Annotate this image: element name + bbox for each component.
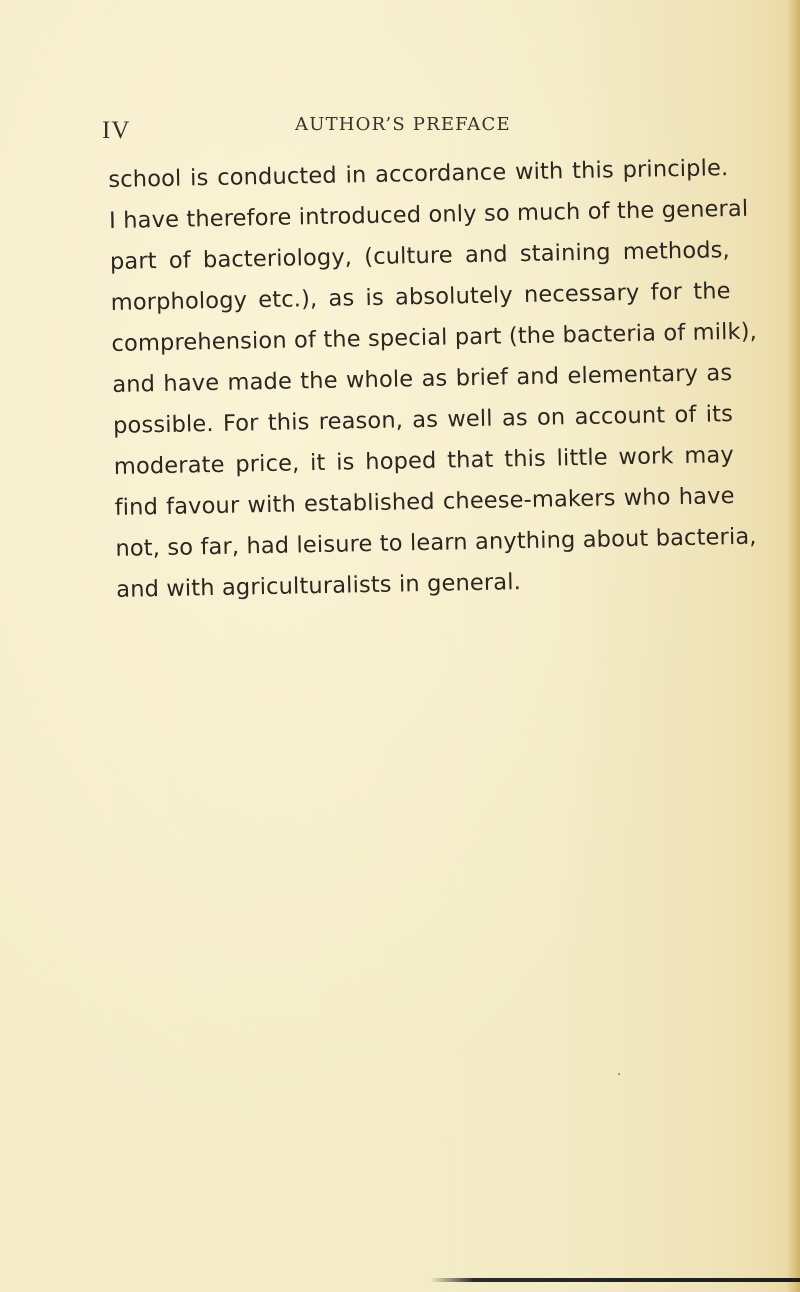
running-head: AUTHOR’S PREFACE	[295, 114, 511, 135]
page-edge-shadow	[786, 0, 800, 1292]
text-line: morphology etc.), as is absolutely necessary for the	[110, 278, 731, 316]
page-number: IV	[102, 117, 131, 144]
text-line: and with agriculturalists in general.	[116, 569, 522, 603]
text-line: and have made the whole as brief and elementary as	[112, 360, 733, 398]
text-line: moderate price, it is hoped that this little work may	[113, 442, 735, 480]
paper-speck	[618, 1073, 620, 1075]
text-line: part of bacteriology, (culture and staining methods,	[109, 237, 731, 275]
text-line: school is conducted in accordance with this principle.	[108, 155, 729, 193]
preface-paragraph	[108, 148, 758, 611]
text-line: find favour with established cheese-makers who have	[114, 483, 735, 521]
text-line: comprehension of the special part (the bacteria of milk),	[111, 318, 758, 357]
text-line: possible. For this reason, as well as on account of its	[112, 401, 734, 439]
text-line: not, so far, had leisure to learn anything about bacteria,	[115, 523, 757, 562]
scan-edge-rule	[430, 1278, 800, 1282]
text-line: I have therefore introduced only so much of the general	[108, 195, 749, 234]
